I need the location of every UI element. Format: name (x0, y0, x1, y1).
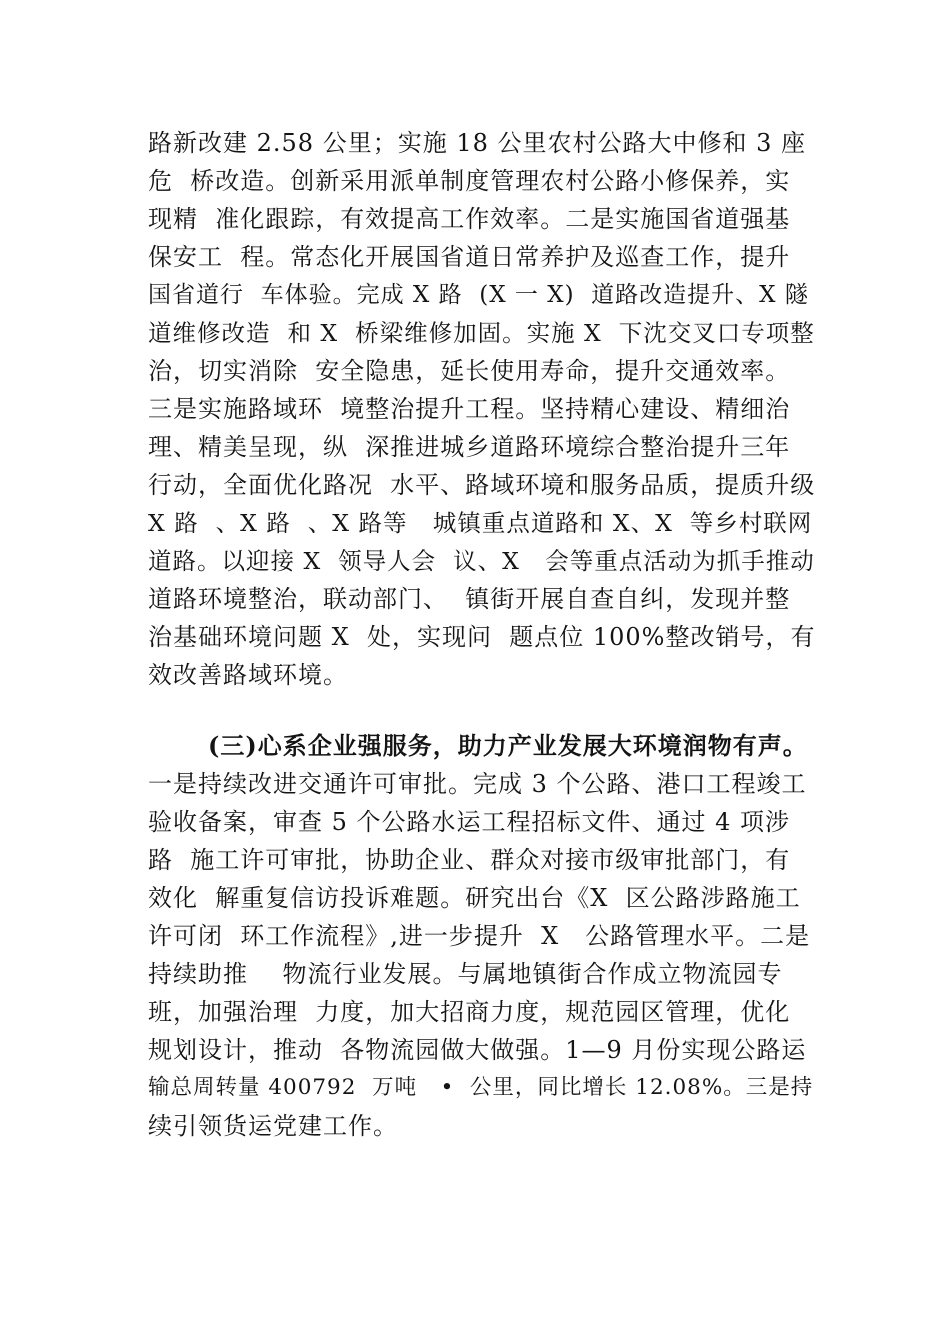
text-line: 治基础环境问题 X 处，实现问 题点位 100%整改销号，有 (148, 623, 816, 651)
text-line: 许可闭 环工作流程》,进一步提升 X 公路管理水平。二是 (148, 922, 811, 950)
text-line: 理、精美呈现，纵 深推进城乡道路环境综合整治提升三年 (148, 433, 791, 461)
text-line: 道路环境整治，联动部门、 镇街开展自查自纠，发现并整 (148, 585, 791, 613)
text-line: 续引领货运党建工作。 (148, 1112, 398, 1140)
text-line: 路 施工许可审批，协助企业、群众对接市级审批部门，有 (148, 846, 791, 874)
text-line: 危 桥改造。创新采用派单制度管理农村公路小修保养，实 (148, 167, 791, 195)
text-line: 保安工 程。常态化开展国省道日常养护及巡查工作，提升 (148, 243, 791, 271)
text-line: 一是持续改进交通许可审批。完成 3 个公路、港口工程竣工 (148, 770, 807, 798)
text-line: 持续助推 物流行业发展。与属地镇街合作成立物流园专 (148, 960, 783, 988)
paragraph-2 (148, 727, 818, 1145)
text-line: 三是实施路域环 境整治提升工程。坚持精心建设、精细治 (148, 395, 791, 423)
text-line: 效改善路域环境。 (148, 661, 348, 689)
text-line: 输总周转量 400792 万吨 • 公里，同比增长 12.08%。三是持 (148, 1075, 814, 1100)
paragraph-1 (148, 124, 818, 694)
text-line: 治，切实消除 安全隐患，延长使用寿命，提升交通效率。 (148, 357, 791, 385)
text-line: 道维修改造 和 X 桥梁维修加固。实施 X 下沈交叉口专项整 (148, 319, 815, 347)
section-heading: (三)心系企业强服务，助力产业发展大环境润物有声。 (208, 731, 808, 760)
text-line: 行动，全面优化路况 水平、路域环境和服务品质，提质升级 (148, 471, 816, 499)
text-line: 班，加强治理 力度，加大招商力度，规范园区管理，优化 (148, 998, 791, 1026)
text-line: 路新改建 2.58 公里；实施 18 公里农村公路大中修和 3 座 (148, 129, 807, 157)
text-line: 验收备案，审查 5 个公路水运工程招标文件、通过 4 项涉 (148, 808, 791, 836)
text-line: 道路。以迎接 X 领导人会 议、X 会等重点活动为抓手推动 (148, 547, 815, 575)
text-line: X 路 、X 路 、X 路等 城镇重点道路和 X、X 等乡村联网 (148, 509, 813, 537)
text-line: 国省道行 车体验。完成 X 路 (X 一 X) 道路改造提升、X 隧 (148, 282, 809, 308)
text-line: 现精 准化跟踪，有效提高工作效率。二是实施国省道强基 (148, 205, 791, 233)
text-line: 效化 解重复信访投诉难题。研究出台《X 区公路涉路施工 (148, 884, 801, 912)
text-line: 规划设计，推动 各物流园做大做强。1—9 月份实现公路运 (148, 1036, 807, 1064)
